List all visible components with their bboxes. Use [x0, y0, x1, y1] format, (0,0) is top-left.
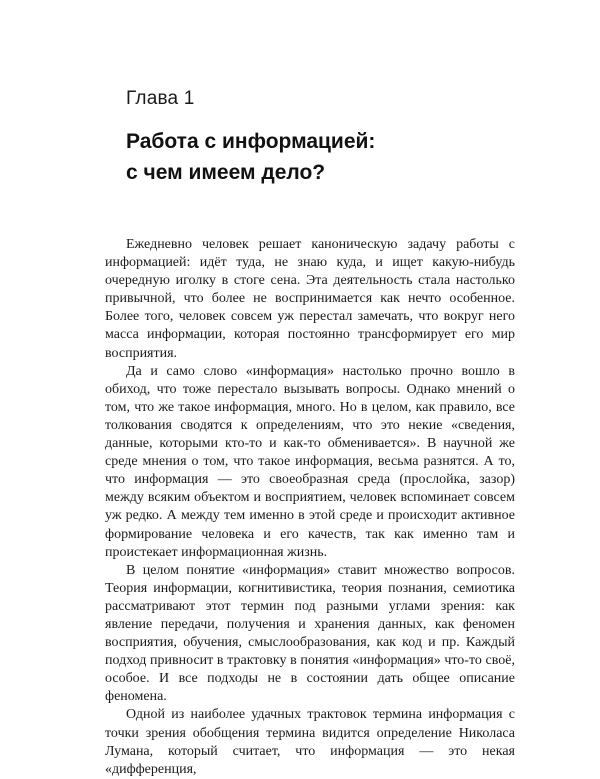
chapter-label: Глава 1: [126, 88, 195, 109]
chapter-title-line-2: с чем имеем дело?: [126, 161, 326, 184]
body-text: [105, 236, 515, 779]
chapter-title-line-1: Работа с информацией:: [126, 130, 376, 153]
paragraph: В целом понятие «информация» ставит множество вопросов. Теория информации, когнитивистика, теория познания, семиотика рассматривают этот термин под разными углами зрения: как явление передачи, получения и хранения данных, как феномен восприятия, обучения, смыслообразования, как код и пр. Каждый подход привносит в трактовку в понятия «информация» что-то своё, особое. И все подходы не в состоянии дать общее описание феномена.: [105, 562, 515, 705]
paragraph: Да и само слово «информация» настолько прочно вошло в обиход, что тоже перестало вызывать вопросы. Однако мнений о том, что же такое информация, много. Но в целом, как правило, все толкования сводятся к определениям, что это некие «сведения, данные, которыми кто-то и как-то обменивается». В научной же среде мнения о том, что такое информация, весьма разнятся. А то, что информация — это своеобразная среда (прослойка, зазор) между всяким объектом и восприятием, человек вспоминает совсем уж редко. А между тем именно в этой среде и происходит активное формирование человека и его качеств, так как именно там и проистекает информационная жизнь.: [105, 363, 515, 560]
paragraph: Одной из наиболее удачных трактовок термина информация с точки зрения обобщения термина видится определение Николаса Лумана, который считает, что информация — это некая «дифференция,: [105, 707, 515, 777]
chapter-title: [126, 126, 526, 188]
paragraph: Ежедневно человек решает каноническую задачу работы с информацией: идёт туда, не знаю куда, и ищет какую-нибудь очередную иголку в стоге сена. Эта деятельность стала настолько привычной, что более не воспринимается как нечто особенное. Более того, человек совсем уж перестал замечать, что вокруг него масса информации, которая постоянно трансформирует его мир восприятия.: [105, 237, 515, 361]
